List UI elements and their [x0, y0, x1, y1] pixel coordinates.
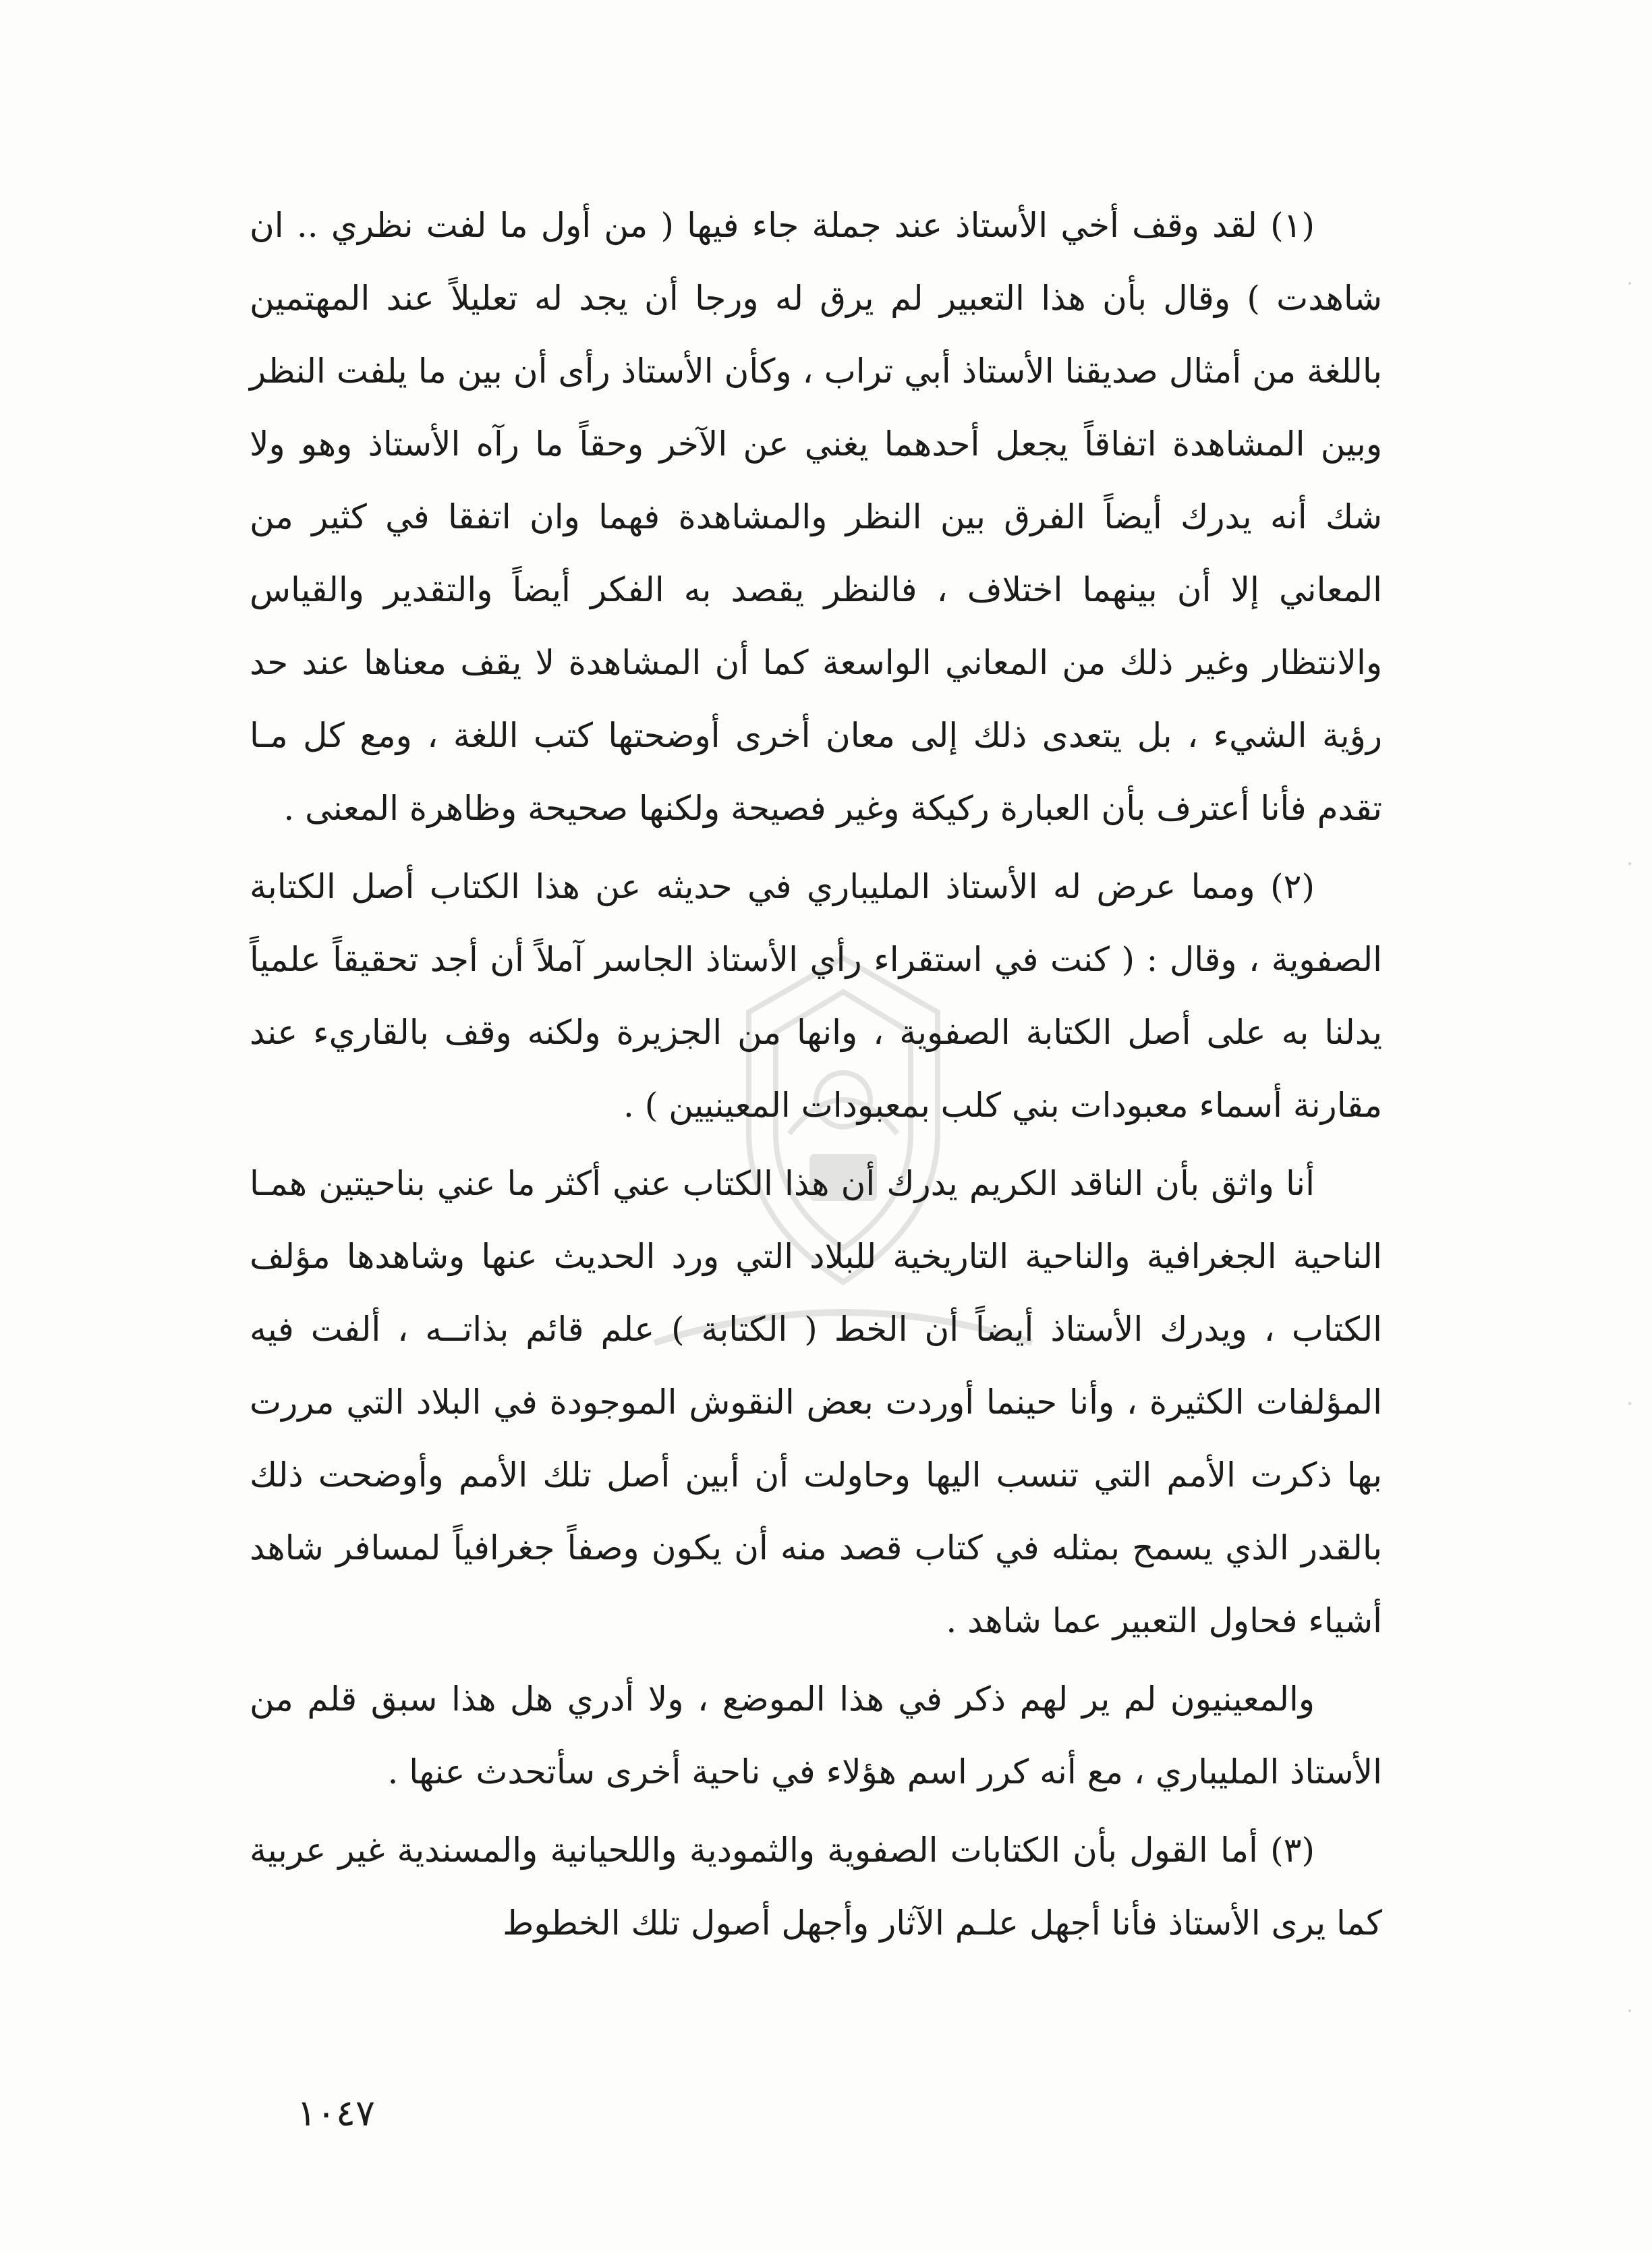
paragraph-2: (٢) ومما عرض له الأستاذ المليباري في حديثه عن هذا الكتاب أصل الكتابة الصفوية ، وقال : ( كنت في استقراء رأي الأستاذ الجاسر آملاً أن أجد تحقيقاً علمياً يدلنا به على أصل الكتابة الصفوية ، وانها من الجزيرة ولكنه وقف بالقاريء عند مقارنة أسماء معبودات بني كلب بمعبودات المعينيين ) .	[250, 867, 1382, 1125]
paragraph-5: (٣) أما القول بأن الكتابات الصفوية والثمودية واللحيانية والمسندية غير عربية كما يرى الأستاذ فأنا أجهل علـم الآثار وأجهل أصول تلك الخطوط	[250, 1831, 1382, 1943]
body-text	[250, 189, 1382, 1959]
paragraph-3: أنا واثق بأن الناقد الكريم يدرك أن هذا الكتاب عني أكثر ما عني بناحيتين همـا الناحية الجغرافية والناحية التاريخية للبلاد التي ورد الحديث عنها وشاهدها مؤلف الكتاب ، ويدرك الأستاذ أيضاً أن الخط ( الكتابة ) علم قائم بذاتــه ، ألفت فيه المؤلفات الكثيرة ، وأنا حينما أوردت بعض النقوش الموجودة في البلاد التي مررت بها ذكرت الأمم التي تنسب اليها وحاولت أن أبين أصل تلك الأمم وأوضحت ذلك بالقدر الذي يسمح بمثله في كتاب قصد منه أن يكون وصفاً جغرافياً لمسافر شاهد أشياء فحاول التعبير عما شاهد .	[250, 1164, 1382, 1640]
page-number: ١٠٤٧	[297, 2092, 376, 2134]
paragraph-4: والمعينيون لم ير لهم ذكر في هذا الموضع ، ولا أدري هل هذا سبق قلم من الأستاذ المليباري ، مع أنه كرر اسم هؤلاء في ناحية أخرى سأتحدث عنها .	[250, 1679, 1382, 1791]
paragraph-1: (١) لقد وقف أخي الأستاذ عند جملة جاء فيها ( من أول ما لفت نظري .. ان شاهدت ) وقال بأن هذا التعبير لم يرق له ورجا أن يجد له تعليلاً عند المهتمين باللغة من أمثال صديقنا الأستاذ أبي تراب ، وكأن الأستاذ رأى أن بين ما يلفت النظر وبين المشاهدة اتفاقاً يجعل أحدهما يغني عن الآخر وحقاً ما رآه الأستاذ وهو ولا شك أنه يدرك أيضاً الفرق بين النظر والمشاهدة فهما وان اتفقا في كثير من المعاني إلا أن بينهما اختلاف ، فالنظر يقصد به الفكر أيضاً والتقدير والقياس والانتظار وغير ذلك من المعاني الواسعة كما أن المشاهدة لا يقف معناها عند حد رؤية الشيء ، بل يتعدى ذلك إلى معان أخرى أوضحتها كتب اللغة ، ومع كل مـا تقدم فأنا أعترف بأن العبارة ركيكة وغير فصيحة ولكنها صحيحة وظاهرة المعنى .	[250, 206, 1382, 828]
scan-margin-marks	[1628, 256, 1632, 2078]
